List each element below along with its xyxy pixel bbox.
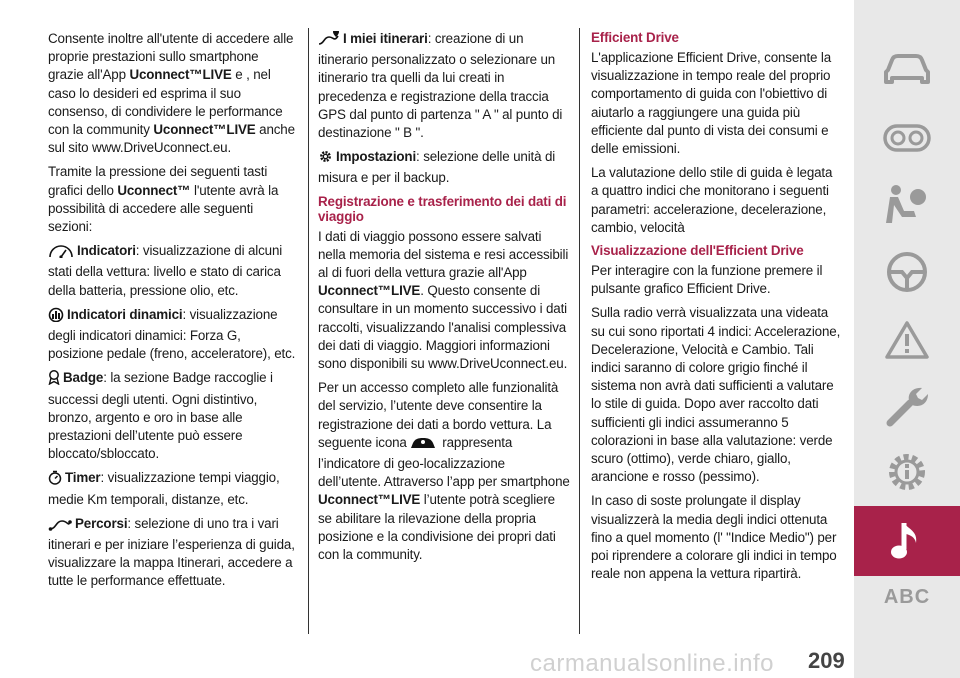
item-itinerari bbox=[318, 30, 570, 142]
column-divider-1 bbox=[308, 28, 309, 634]
visualizzazione-p2: Sulla radio verrà visualizzata una videata su cui sono riportati 4 indici: Accelerazione, Decelerazione, Velocità e Cambio. Tali indici saranno di colore grigio finché il sistema non avrà dati sufficienti a valutare lo stile di guida. Dopo aver raccolto dati sufficienti gli indici assumeranno 5 colorazioni in base alla valutazione: verde scuro (ottimo), verde chiaro, giallo, arancione e rosso (pessimo). bbox=[591, 305, 841, 485]
warning-icon bbox=[884, 320, 930, 360]
gauge-icon bbox=[48, 245, 74, 263]
my-routes-icon bbox=[318, 31, 340, 51]
column-3 bbox=[591, 30, 841, 589]
item-badge bbox=[48, 369, 296, 463]
visualizzazione-p3: In caso di soste prolungate il display visualizzerà la media degli indici ottenuta fino a quel momento (l' "Indice Medio") per poi riprendere a colorare gli indici in tempo reale non appena la vettura ripartirà. bbox=[591, 493, 837, 582]
itinerari-text: : creazione di un itinerario personalizzato o selezionare un itinerario tra quelli da lui creati in precedenza e registrazione della traccia GPS dal punto di partenza " A " al punto di destinazione " B ". bbox=[318, 31, 563, 141]
text-run: . Questo consente di consultare in un momento successivo i dati raccolti, visualizzando l'analisi complessiva dei dati di viaggio. Maggiori informazioni sono disponibili su www.DriveUconnect.eu. bbox=[318, 283, 568, 372]
music-note-icon bbox=[890, 519, 924, 563]
dinamici-label: Indicatori dinamici bbox=[67, 306, 183, 322]
impostazioni-label: Impostazioni bbox=[336, 149, 417, 165]
steering-wheel-icon bbox=[885, 250, 929, 294]
timer-text: : visualizzazione tempi viaggio, medie Km temporali, distanze, etc. bbox=[48, 470, 280, 507]
tab-steering[interactable] bbox=[854, 242, 960, 302]
tab-car[interactable] bbox=[854, 40, 960, 100]
badge-text: : la sezione Badge raccoglie i successi degli utenti. Ogni distintivo, bronzo, argento e oro in base alle prestazioni dell’utente può essere bloccato/sbloccato. bbox=[48, 370, 273, 462]
geolocation-text-b: rappresenta l’indicatore di geo-localizzazione dell’utente. Attraverso l’app per smartphone bbox=[318, 434, 570, 490]
column-1 bbox=[48, 30, 296, 597]
section-heading-registrazione: Registrazione e trasferimento dei dati di viaggio bbox=[318, 193, 567, 224]
item-indicatori bbox=[48, 242, 296, 300]
gear-icon bbox=[318, 149, 333, 169]
column-divider-2 bbox=[579, 28, 580, 634]
car-icon bbox=[882, 52, 932, 88]
airbag-icon bbox=[884, 183, 930, 229]
badge-icon bbox=[48, 370, 60, 390]
item-percorsi bbox=[48, 515, 296, 591]
wrench-icon bbox=[884, 383, 930, 429]
item-impostazioni bbox=[318, 148, 570, 187]
dashboard-icon bbox=[882, 123, 932, 153]
dynamic-gauge-icon bbox=[48, 307, 64, 327]
column-2 bbox=[318, 30, 570, 570]
settings-icon bbox=[884, 449, 930, 495]
bold-app-name: Uconnect™LIVE bbox=[129, 67, 232, 83]
text-run: l'utente avrà la possibilità di accedere alle seguenti sezioni: bbox=[48, 182, 279, 235]
tab-index[interactable]: ABC bbox=[883, 586, 931, 608]
text-run: e , nel caso lo desideri ed esprima il suo consenso, di condividere le performance con la community bbox=[48, 67, 283, 138]
bold-app-name: Uconnect™ bbox=[117, 182, 191, 198]
text-run: Consente inoltre all'utente di accedere alle proprie prestazioni sullo smartphone grazie all'App bbox=[48, 31, 294, 83]
geolocation-text-a: Per un accesso completo alle funzionalità del servizio, l’utente deve consentire la registrazione dei dati a bordo vettura. La seguente icona bbox=[318, 380, 559, 450]
tramite-paragraph bbox=[48, 163, 296, 236]
timer-icon bbox=[48, 470, 62, 490]
tab-warning[interactable] bbox=[854, 310, 960, 370]
percorsi-text: : selezione di uno tra i vari itinerari e per iniziare l’esperienza di guida, visualizzare la mappa Itinerari, accedere a tutte le performance effettuate. bbox=[48, 515, 295, 589]
item-timer bbox=[48, 469, 296, 508]
route-icon bbox=[48, 518, 72, 536]
timer-label: Timer bbox=[65, 470, 101, 486]
itinerari-label: I miei itinerari bbox=[343, 31, 428, 46]
impostazioni-text: : selezione delle unità di misura e per il backup. bbox=[318, 149, 556, 186]
section-heading-efficient-drive: Efficient Drive bbox=[591, 30, 679, 45]
geolocation-paragraph bbox=[318, 379, 570, 564]
bold-app-name: Uconnect™LIVE bbox=[153, 122, 256, 138]
chapter-sidebar bbox=[854, 0, 960, 678]
tab-multimedia[interactable] bbox=[854, 506, 960, 576]
text-run: anche sul sito www.DriveUconnect.eu. bbox=[48, 122, 295, 156]
watermark: carmanualsonline.info bbox=[530, 650, 774, 677]
badge-label: Badge bbox=[63, 370, 104, 386]
section-heading-visualizzazione: Visualizzazione dell'Efficient Drive bbox=[591, 243, 804, 259]
tab-safety[interactable] bbox=[854, 176, 960, 236]
dinamici-text: : visualizzazione degli indicatori dinamici: Forza G, posizione pedale (freno, acceleratore), etc. bbox=[48, 306, 296, 362]
text-run: Tramite la pressione dei seguenti tasti grafici dello bbox=[48, 164, 268, 198]
geolocation-text-d: l’utente potrà scegliere se abilitare la rilevazione della propria posizione e la condivisione dei propri dati con la community. bbox=[318, 492, 556, 563]
registrazione-paragraph bbox=[318, 228, 570, 374]
efficient-drive-indices: La valutazione dello stile di guida è legata a quattro indici che monitorano i seguenti parametri: accelerazione, decelerazione, cambio, velocità bbox=[591, 165, 833, 235]
intro-paragraph bbox=[48, 30, 296, 157]
geolocation-car-icon bbox=[409, 436, 437, 455]
percorsi-label: Percorsi bbox=[75, 515, 128, 531]
text-run: I dati di viaggio possono essere salvati nella memoria del sistema e resi accessibili al di fuori della vettura grazie all'App bbox=[318, 228, 569, 281]
tab-specifications[interactable] bbox=[854, 442, 960, 502]
indicatori-text: : visualizzazione di alcuni stati della vettura: livello e stato di carica della batteria, pressione olio, etc. bbox=[48, 243, 283, 298]
geolocation-app-name: Uconnect™LIVE bbox=[318, 492, 421, 508]
visualizzazione-p1: Per interagire con la funzione premere il pulsante grafico Efficient Drive. bbox=[591, 263, 823, 297]
indicatori-label: Indicatori bbox=[77, 243, 136, 259]
tab-dashboard[interactable] bbox=[854, 108, 960, 168]
item-indicatori-dinamici bbox=[48, 306, 296, 364]
tab-maintenance[interactable] bbox=[854, 376, 960, 436]
bold-app-name: Uconnect™LIVE bbox=[318, 283, 421, 299]
efficient-drive-intro: L'applicazione Efficient Drive, consente la visualizzazione in tempo reale del proprio comportamento di guida con l'obiettivo di aiutarlo a raggiungere una guida più efficiente dal punto di vista dei consumi e delle emissioni. bbox=[591, 50, 832, 157]
page-number: 209 bbox=[808, 648, 845, 673]
